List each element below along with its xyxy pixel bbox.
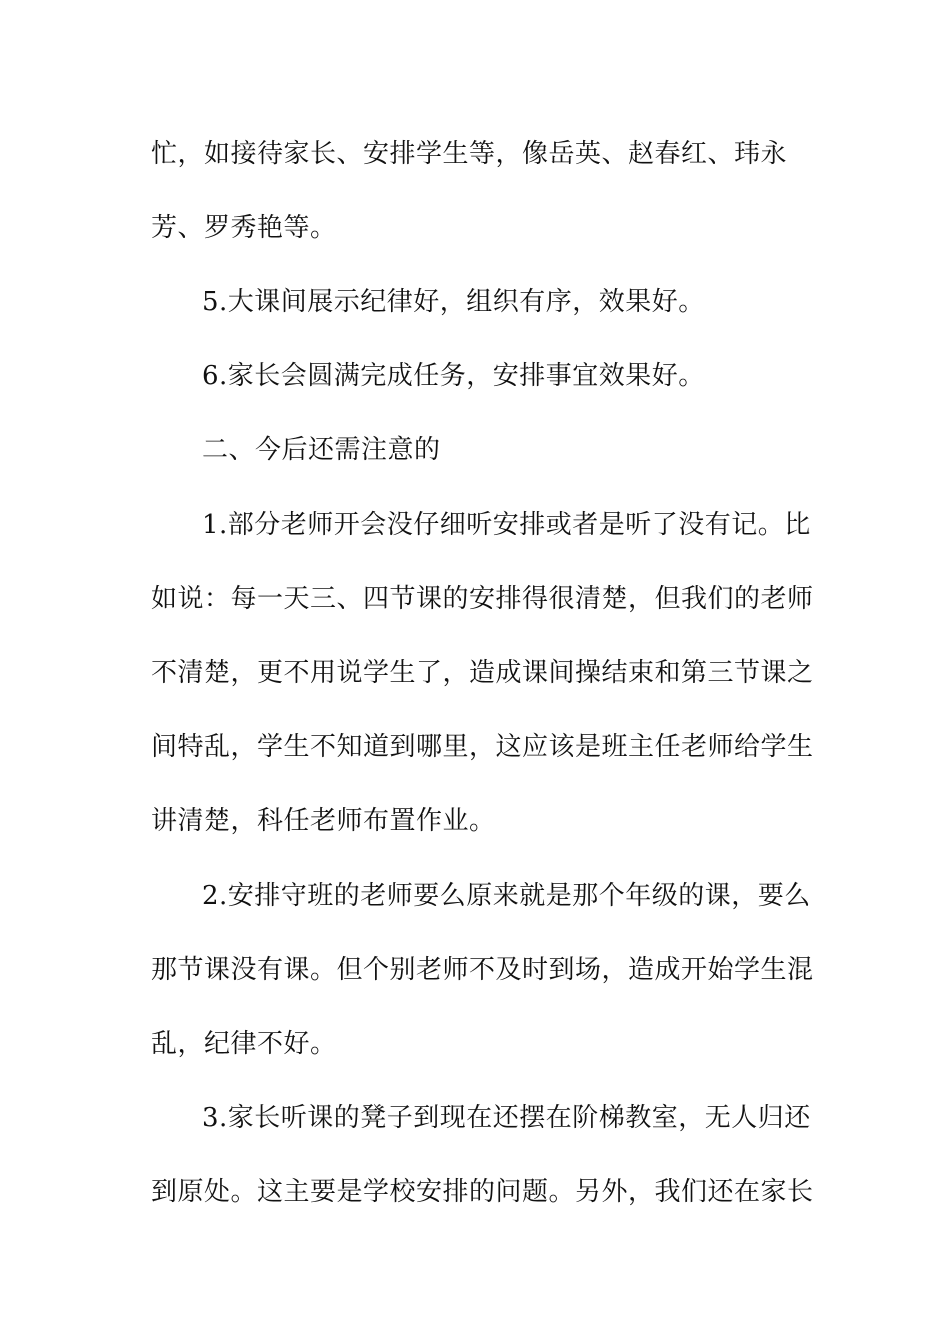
text-line: 乱，纪律不好。 <box>151 1029 337 1059</box>
text-line: 如说：每一天三、四节课的安排得很清楚，但我们的老师 <box>151 584 814 614</box>
text-line: 那节课没有课。但个别老师不及时到场，造成开始学生混 <box>151 955 814 985</box>
text-line: 不清楚，更不用说学生了，造成课间操结束和第三节课之 <box>151 658 814 688</box>
text-line: 间特乱，学生不知道到哪里，这应该是班主任老师给学生 <box>151 732 814 762</box>
paragraph-item-2: 2.安排守班的老师要么原来就是那个年级的课，要么 <box>202 881 811 911</box>
text-line: 忙，如接待家长、安排学生等，像岳英、赵春红、玮永 <box>151 139 788 169</box>
text-line: 到原处。这主要是学校安排的问题。另外，我们还在家长 <box>151 1177 814 1207</box>
paragraph-item-1: 1.部分老师开会没仔细听安排或者是听了没有记。比 <box>202 510 811 540</box>
text-line: 芳、罗秀艳等。 <box>151 213 337 243</box>
paragraph-item-3: 3.家长听课的凳子到现在还摆在阶梯教室，无人归还 <box>202 1103 811 1133</box>
section-heading: 二、今后还需注意的 <box>202 435 441 465</box>
text-line: 讲清楚，科任老师布置作业。 <box>151 806 496 836</box>
paragraph-item-6: 6.家长会圆满完成任务，安排事宜效果好。 <box>202 361 705 391</box>
paragraph-item-5: 5.大课间展示纪律好，组织有序，效果好。 <box>202 287 705 317</box>
